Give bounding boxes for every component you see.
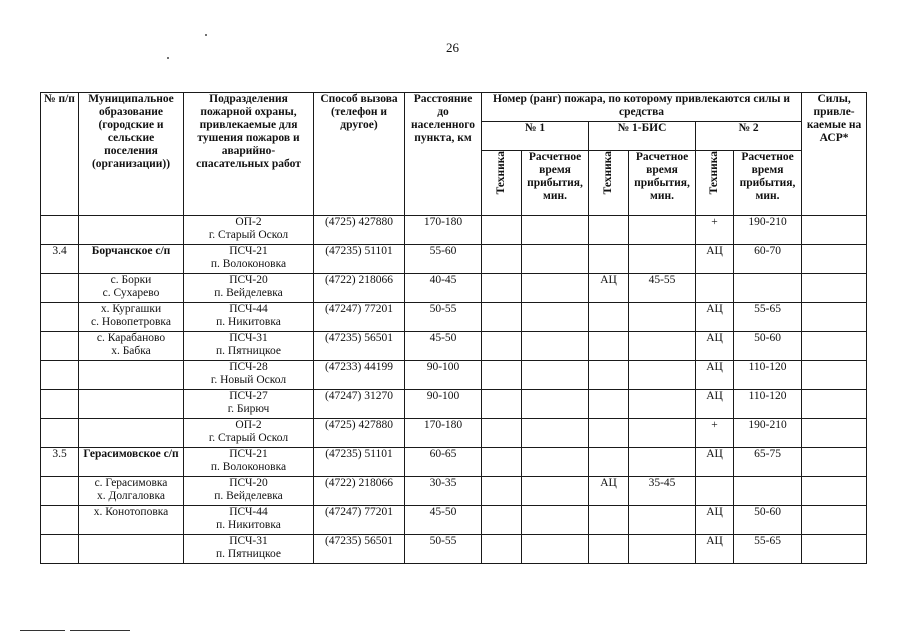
time-rank1-cell (522, 216, 589, 245)
asr-cell (802, 332, 867, 361)
time-rank1bis-cell (629, 419, 696, 448)
scan-edge-mark (70, 630, 130, 631)
unit-name: ПСЧ-21 (229, 448, 268, 460)
asr-cell (802, 419, 867, 448)
time-rank2-cell: 50-60 (734, 506, 802, 535)
tech-rank2-cell: + (696, 216, 734, 245)
unit-cell (184, 303, 314, 332)
phone-cell: (47247) 31270 (314, 390, 405, 419)
unit-name: ПСЧ-27 (229, 390, 268, 402)
time-rank2-cell: 60-70 (734, 245, 802, 274)
unit-name: ПСЧ-21 (229, 245, 268, 257)
table-row (41, 216, 867, 245)
distance-cell: 170-180 (405, 419, 482, 448)
distance-cell: 55-60 (405, 245, 482, 274)
tech-rank2-cell (696, 477, 734, 506)
distance-cell: 30-35 (405, 477, 482, 506)
unit-location: г. Старый Оскол (208, 229, 289, 241)
header-unit: Подразделения пожарной охраны, привлекаемые для тушения пожаров и аварийно-спасательных работ (184, 93, 314, 216)
tech-rank1bis-cell (589, 535, 629, 564)
header-asr: Силы, привле-каемые на АСР* (802, 93, 867, 216)
tech-rank2-cell: АЦ (696, 506, 734, 535)
tech-rank2-cell (696, 274, 734, 303)
tech-rank1bis-cell (589, 216, 629, 245)
tech-rank1-cell (482, 477, 522, 506)
tech-rank1bis-cell (589, 303, 629, 332)
unit-name: ПСЧ-20 (229, 477, 268, 489)
municipality-text: Борчанское с/п (91, 245, 171, 257)
phone-cell: (47235) 51101 (314, 245, 405, 274)
unit-cell (184, 390, 314, 419)
unit-location: г. Новый Оскол (210, 374, 287, 386)
header-tech-label: Техника (495, 151, 507, 195)
scan-speck (167, 57, 169, 59)
municipality-cell (79, 274, 184, 303)
table-row (41, 332, 867, 361)
time-rank1-cell (522, 390, 589, 419)
unit-location: п. Никитовка (216, 519, 281, 531)
phone-cell: (4725) 427880 (314, 419, 405, 448)
unit-name: ПСЧ-44 (229, 506, 268, 518)
distance-cell: 45-50 (405, 332, 482, 361)
header-rank-1: № 1 (482, 122, 589, 151)
time-rank1-cell (522, 303, 589, 332)
time-rank2-cell: 55-65 (734, 535, 802, 564)
time-rank1-cell (522, 419, 589, 448)
phone-cell: (47235) 56501 (314, 332, 405, 361)
time-rank2-cell: 190-210 (734, 419, 802, 448)
unit-location: п. Вейделевка (214, 490, 283, 502)
asr-cell (802, 448, 867, 477)
header-tech-label: Техника (602, 151, 614, 195)
unit-name: ПСЧ-44 (229, 303, 268, 315)
time-rank1bis-cell (629, 332, 696, 361)
table-row (41, 245, 867, 274)
asr-cell (802, 477, 867, 506)
unit-location: г. Бирюч (227, 403, 270, 415)
unit-location: п. Вейделевка (214, 287, 283, 299)
table-row (41, 448, 867, 477)
municipality-cell (79, 419, 184, 448)
phone-cell: (47235) 51101 (314, 448, 405, 477)
table-row (41, 419, 867, 448)
header-tech-2 (696, 151, 734, 216)
table-row (41, 274, 867, 303)
row-number (41, 506, 79, 535)
unit-cell (184, 245, 314, 274)
tech-rank1-cell (482, 390, 522, 419)
municipality-cell (79, 390, 184, 419)
tech-rank2-cell: + (696, 419, 734, 448)
distance-cell: 50-55 (405, 303, 482, 332)
municipality-text: с. Борки с. Сухарево (102, 274, 160, 299)
tech-rank2-cell: АЦ (696, 448, 734, 477)
time-rank1bis-cell: 35-45 (629, 477, 696, 506)
phone-cell: (47247) 77201 (314, 506, 405, 535)
municipality-cell (79, 477, 184, 506)
municipality-cell (79, 535, 184, 564)
distance-cell: 170-180 (405, 216, 482, 245)
unit-name: ПСЧ-31 (229, 535, 268, 547)
distance-cell: 50-55 (405, 535, 482, 564)
municipality-cell (79, 303, 184, 332)
header-tech-label: Техника (708, 151, 720, 195)
municipality-cell (79, 361, 184, 390)
distance-cell: 45-50 (405, 506, 482, 535)
tech-rank1-cell (482, 448, 522, 477)
unit-cell (184, 274, 314, 303)
asr-cell (802, 390, 867, 419)
time-rank1-cell (522, 477, 589, 506)
distance-cell: 90-100 (405, 361, 482, 390)
time-rank2-cell: 50-60 (734, 332, 802, 361)
row-number (41, 361, 79, 390)
time-rank2-cell (734, 477, 802, 506)
unit-name: ОП-2 (235, 419, 262, 431)
tech-rank1bis-cell (589, 448, 629, 477)
unit-cell (184, 361, 314, 390)
time-rank1-cell (522, 245, 589, 274)
tech-rank1-cell (482, 361, 522, 390)
time-rank1bis-cell (629, 216, 696, 245)
unit-cell (184, 419, 314, 448)
municipality-text: Герасимовское с/п (83, 448, 179, 460)
time-rank1-cell (522, 506, 589, 535)
scan-speck (205, 34, 207, 36)
asr-cell (802, 535, 867, 564)
row-number (41, 216, 79, 245)
unit-name: ОП-2 (235, 216, 262, 228)
asr-cell (802, 361, 867, 390)
asr-cell (802, 216, 867, 245)
time-rank2-cell: 110-120 (734, 390, 802, 419)
phone-cell: (4725) 427880 (314, 216, 405, 245)
table-row (41, 535, 867, 564)
unit-location: п. Волоконовка (210, 461, 287, 473)
table-row (41, 390, 867, 419)
tech-rank1-cell (482, 274, 522, 303)
fire-forces-table (40, 92, 867, 564)
time-rank1-cell (522, 535, 589, 564)
municipality-text: с. Герасимовка х. Долгаловка (94, 477, 168, 502)
unit-location: п. Пятницкое (216, 345, 281, 357)
row-number: 3.4 (41, 245, 79, 274)
tech-rank1bis-cell (589, 390, 629, 419)
row-number (41, 303, 79, 332)
row-number (41, 390, 79, 419)
table-row (41, 477, 867, 506)
unit-cell (184, 332, 314, 361)
row-number (41, 274, 79, 303)
time-rank1bis-cell (629, 361, 696, 390)
tech-rank1-cell (482, 303, 522, 332)
header-time-2: Расчетное время прибытия, мин. (734, 151, 802, 216)
tech-rank1-cell (482, 245, 522, 274)
time-rank1-cell (522, 361, 589, 390)
header-time-1bis: Расчетное время прибытия, мин. (629, 151, 696, 216)
table-body (41, 216, 867, 564)
time-rank2-cell: 65-75 (734, 448, 802, 477)
table-row (41, 361, 867, 390)
tech-rank2-cell: АЦ (696, 390, 734, 419)
tech-rank1-cell (482, 419, 522, 448)
municipality-cell (79, 216, 184, 245)
tech-rank1bis-cell (589, 245, 629, 274)
time-rank1-cell (522, 332, 589, 361)
tech-rank2-cell: АЦ (696, 535, 734, 564)
row-number (41, 477, 79, 506)
row-number (41, 535, 79, 564)
distance-cell: 40-45 (405, 274, 482, 303)
table-row (41, 303, 867, 332)
tech-rank2-cell: АЦ (696, 303, 734, 332)
tech-rank1bis-cell (589, 419, 629, 448)
header-fire-rank: Номер (ранг) пожара, по которому привлекаются силы и средства (482, 93, 802, 122)
time-rank1bis-cell (629, 448, 696, 477)
time-rank1bis-cell: 45-55 (629, 274, 696, 303)
row-number: 3.5 (41, 448, 79, 477)
unit-cell (184, 448, 314, 477)
unit-name: ПСЧ-20 (229, 274, 268, 286)
header-municipality: Муниципальное образование (городские и сельские поселения (организации)) (79, 93, 184, 216)
tech-rank1-cell (482, 535, 522, 564)
distance-cell: 60-65 (405, 448, 482, 477)
tech-rank2-cell: АЦ (696, 245, 734, 274)
municipality-text: с. Карабаново х. Бабка (96, 332, 166, 357)
row-number (41, 419, 79, 448)
time-rank2-cell: 110-120 (734, 361, 802, 390)
tech-rank1bis-cell: АЦ (589, 274, 629, 303)
tech-rank1-cell (482, 216, 522, 245)
time-rank1bis-cell (629, 535, 696, 564)
unit-location: п. Волоконовка (210, 258, 287, 270)
header-distance: Расстояние до населенного пункта, км (405, 93, 482, 216)
distance-cell: 90-100 (405, 390, 482, 419)
unit-location: г. Старый Оскол (208, 432, 289, 444)
tech-rank1bis-cell (589, 506, 629, 535)
unit-cell (184, 216, 314, 245)
phone-cell: (4722) 218066 (314, 477, 405, 506)
asr-cell (802, 245, 867, 274)
asr-cell (802, 303, 867, 332)
header-time-1: Расчетное время прибытия, мин. (522, 151, 589, 216)
header-rank-2: № 2 (696, 122, 802, 151)
table-row (41, 506, 867, 535)
municipality-text: х. Кургашки с. Новопетровка (91, 303, 171, 328)
municipality-cell (79, 448, 184, 477)
header-call-method: Способ вызова (телефон и другое) (314, 93, 405, 216)
unit-location: п. Никитовка (216, 316, 281, 328)
asr-cell (802, 274, 867, 303)
time-rank1-cell (522, 448, 589, 477)
header-rank-1bis: № 1-БИС (589, 122, 696, 151)
tech-rank2-cell: АЦ (696, 361, 734, 390)
tech-rank1bis-cell (589, 361, 629, 390)
unit-name: ПСЧ-28 (229, 361, 268, 373)
tech-rank1-cell (482, 332, 522, 361)
unit-location: п. Пятницкое (216, 548, 281, 560)
scan-edge-mark (20, 630, 65, 631)
time-rank1bis-cell (629, 390, 696, 419)
unit-name: ПСЧ-31 (229, 332, 268, 344)
municipality-cell (79, 332, 184, 361)
phone-cell: (47233) 44199 (314, 361, 405, 390)
municipality-text: х. Конотоповка (93, 506, 169, 518)
time-rank1bis-cell (629, 245, 696, 274)
tech-rank1bis-cell (589, 332, 629, 361)
time-rank1bis-cell (629, 303, 696, 332)
tech-rank1-cell (482, 506, 522, 535)
municipality-cell (79, 245, 184, 274)
header-tech-1 (482, 151, 522, 216)
time-rank1-cell (522, 274, 589, 303)
tech-rank2-cell: АЦ (696, 332, 734, 361)
time-rank2-cell: 190-210 (734, 216, 802, 245)
phone-cell: (47247) 77201 (314, 303, 405, 332)
tech-rank1bis-cell: АЦ (589, 477, 629, 506)
municipality-cell (79, 506, 184, 535)
unit-cell (184, 506, 314, 535)
time-rank1bis-cell (629, 506, 696, 535)
unit-cell (184, 477, 314, 506)
asr-cell (802, 506, 867, 535)
phone-cell: (4722) 218066 (314, 274, 405, 303)
time-rank2-cell: 55-65 (734, 303, 802, 332)
time-rank2-cell (734, 274, 802, 303)
header-num: № п/п (41, 93, 79, 216)
row-number (41, 332, 79, 361)
header-tech-1bis (589, 151, 629, 216)
phone-cell: (47235) 56501 (314, 535, 405, 564)
page-number: 26 (446, 40, 459, 55)
unit-cell (184, 535, 314, 564)
